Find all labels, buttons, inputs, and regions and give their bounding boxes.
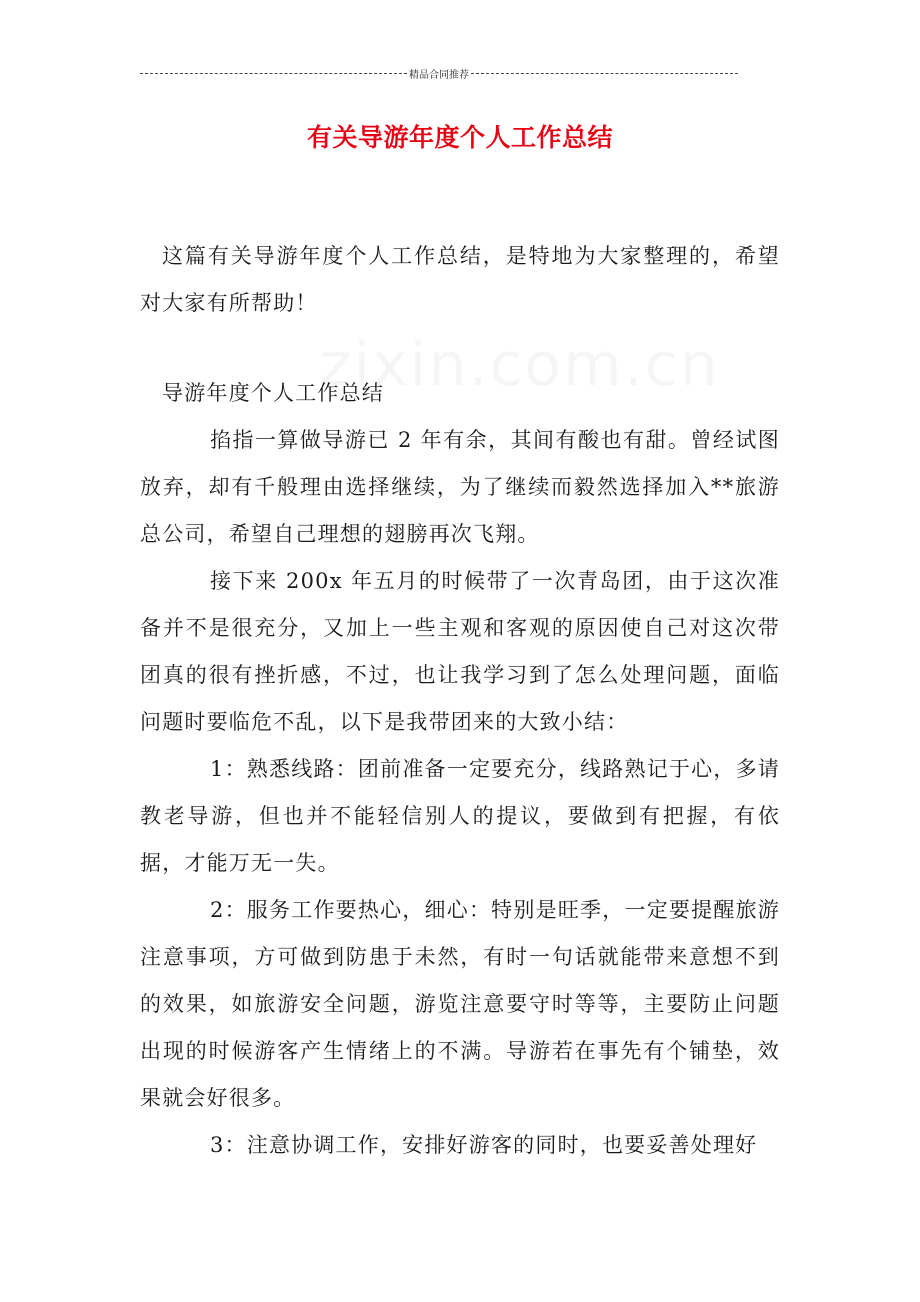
header-dash-right xyxy=(471,73,738,74)
section-heading: 导游年度个人工作总结 xyxy=(162,381,384,405)
body-paragraph-5: 3：注意协调工作，安排好游客的同时，也要妥善处理好 xyxy=(210,1133,758,1157)
intro-paragraph: 这篇有关导游年度个人工作总结，是特地为大家整理的，希望对大家有所帮助！ xyxy=(140,244,780,315)
document-body xyxy=(140,233,780,1169)
body-paragraph-3: 1：熟悉线路：团前准备一定要充分，线路熟记于心，多请教老导游，但也并不能轻信别人的提议，要做到有把握，有依据，才能万无一失。 xyxy=(140,757,780,875)
body-paragraph-1: 掐指一算做导游已 2 年有余，其间有酸也有甜。曾经试图放弃，却有千般理由选择继续，为了继续而毅然选择加入**旅游总公司，希望自己理想的翅膀再次飞翔。 xyxy=(140,428,780,546)
body-paragraph-4: 2：服务工作要热心，细心：特别是旺季，一定要提醒旅游注意事项，方可做到防患于未然，有时一句话就能带来意想不到的效果，如旅游安全问题，游览注意要守时等等，主要防止问题出现的时候游客产生情绪上的不满。导游若在事先有个铺垫，效果就会好很多。 xyxy=(140,898,780,1110)
body-paragraph-2: 接下来 200x 年五月的时候带了一次青岛团，由于这次准备并不是很充分，又加上一些主观和客观的原因使自己对这次带团真的很有挫折感，不过，也让我学习到了怎么处理问题，面临问题时要临危不乱，以下是我带团来的大致小结： xyxy=(140,569,780,734)
document-title: 有关导游年度个人工作总结 xyxy=(306,123,613,152)
header-rule xyxy=(140,66,738,81)
header-label: 精品合同推荐 xyxy=(409,70,469,81)
header-dash-left xyxy=(140,73,407,74)
